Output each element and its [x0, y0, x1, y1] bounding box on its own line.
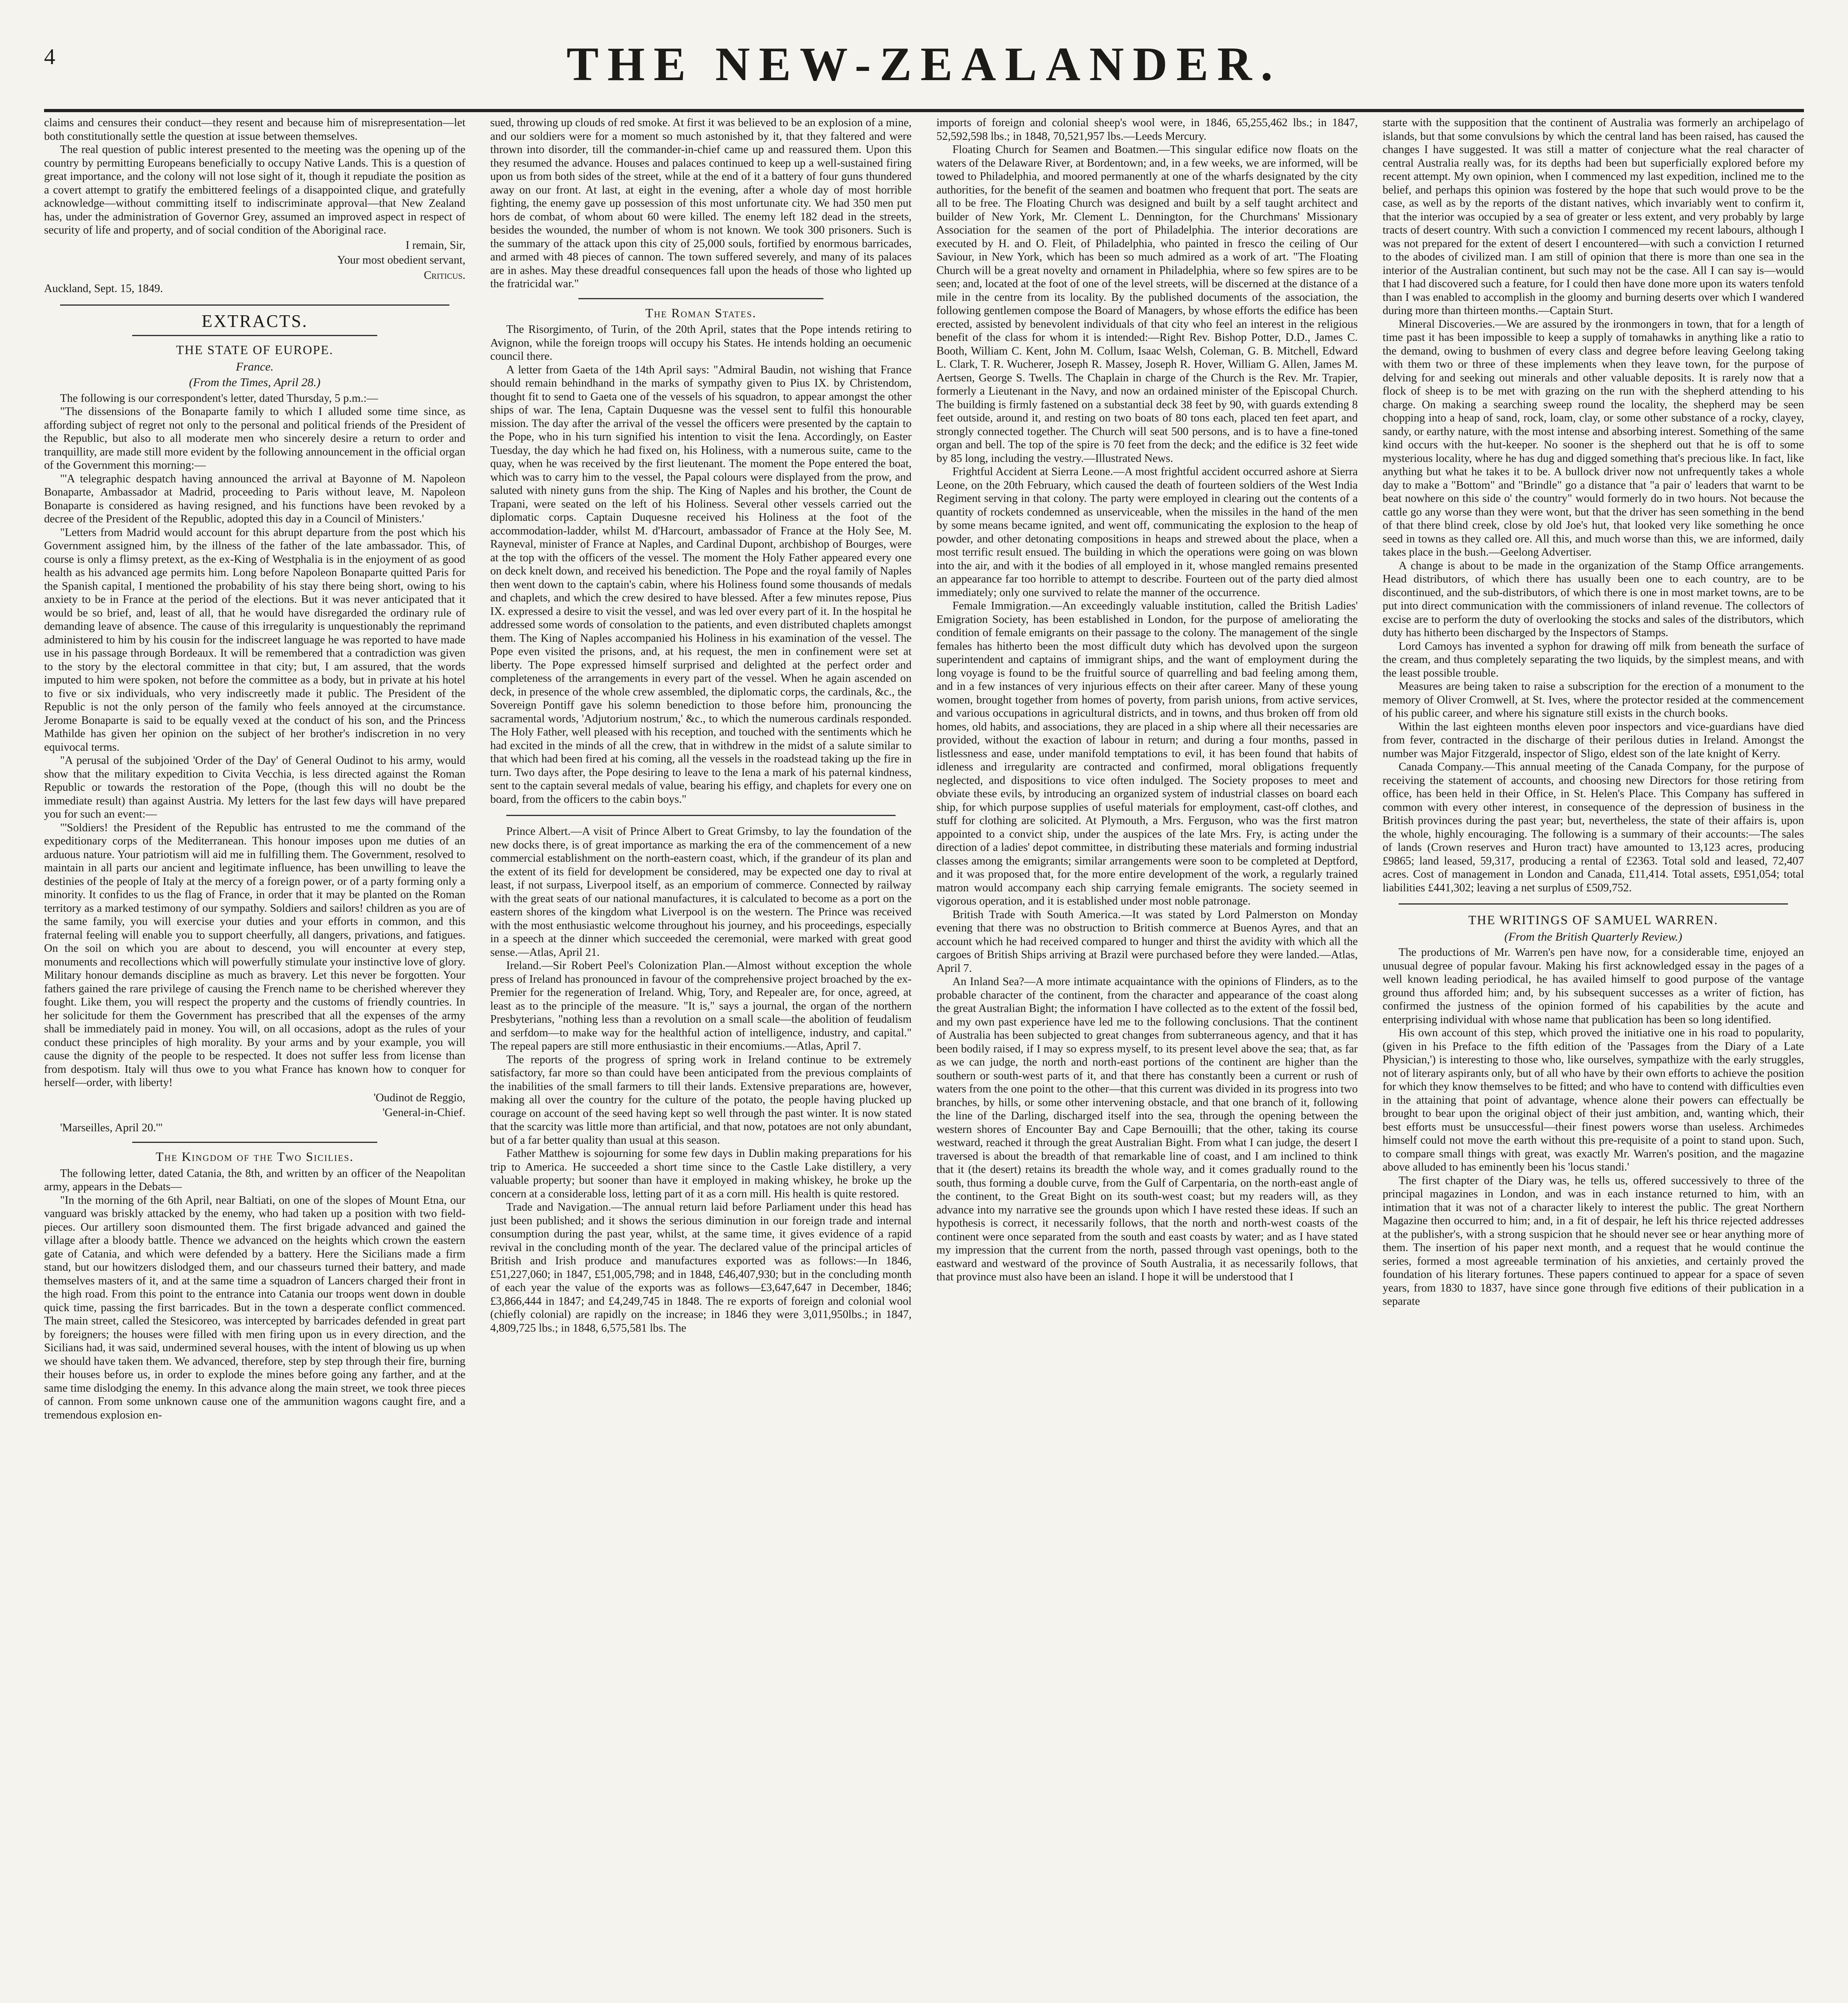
- column-4: [1383, 116, 1804, 2003]
- paragraph: The reports of the progress of spring work in Ireland continue to be extremely satisfactory, far more so than could have been anticipated from the previous complaints of the inabilities of the small farmers to till their lands. Extensive preparations are, however, making all over the country for the culture of the potato, the people having plucked up courage on account of the seed having kept so well through the past winter. It is now stated that the scarcity was little more than artificial, and that now, potatoes are not only abundant, but of a far better quality than usual at this season.: [490, 1053, 912, 1147]
- paragraph: The following letter, dated Catania, the 8th, and written by an officer of the Neapolitan army, appears in the Debats—: [44, 1167, 465, 1193]
- paragraph: Father Matthew is sojourning for some few days in Dublin making preparations for his trip to America. He succeeded a short time since to the Castle Lake distillery, a very valuable property; but sooner than have it employed in making whiskey, he broke up the concern at a considerable loss, letting part of it as a corn mill. His health is quite restored.: [490, 1147, 912, 1200]
- paragraph: Measures are being taken to raise a subscription for the erection of a monument to the memory of Oliver Cromwell, at St. Ives, where the protector resided at the commencement of his public career, and where his signature still exists in the church books.: [1383, 680, 1804, 719]
- paragraph: Within the last eighteen months eleven poor inspectors and vice-guardians have died from fever, contracted in the discharge of their perilous duties in Ireland. Amongst the number was Major Fitzgerald, inspector of Sligo, eldest son of the late knight of Kerry.: [1383, 720, 1804, 760]
- section-heading: EXTRACTS.: [201, 311, 308, 331]
- masthead: [44, 32, 1804, 112]
- paragraph: The productions of Mr. Warren's pen have now, for a considerable time, enjoyed an unusual degree of popular favour. Making his first acknowledged essay in the pages of a well known leading periodical, he has availed himself to good purpose of the vantage ground thus afforded him; and, by his subsequent successes as a writer of fiction, has confirmed the justness of the opinion formed of his capabilities by the acute and enterprising individual with whose name that publication has been so long identified.: [1383, 946, 1804, 1026]
- column-2: [490, 116, 912, 2003]
- divider: [578, 298, 823, 299]
- paragraph: The real question of public interest presented to the meeting was the opening up of the country by permitting Europeans beneficially to occupy Native Lands. This is a question of great importance, and the colony will not lose sight of it, though it repudiate the position as a covert attempt to gratify the embittered feelings of a disappointed clique, and gratefully acknowledge—without committing itself to indiscriminate approval—that New Zealand has, under the administration of Governor Grey, assumed an improved aspect in respect of security of life and property, and of social condition of the Aboriginal race.: [44, 143, 465, 236]
- article-heading: THE WRITINGS OF SAMUEL WARREN.: [1468, 913, 1718, 927]
- paragraph: sued, throwing up clouds of red smoke. At first it was believed to be an explosion of a mine, and our soldiers were for a moment so much astonished by it, that they faltered and were thrown into disorder, till the commander-in-chief came up and reassured them. Upon this they resumed the advance. Houses and palaces continued to keep up a well-sustained firing upon us from both sides of the street, while at the end of it a battery of four guns thundered away on our front. At last, at eight in the evening, after a whole day of most horrible fighting, the enemy gave up possession of this most unfortunate city. We had 350 men put hors de combat, of whom about 60 were killed. The enemy left 182 dead in the streets, besides the wounded, the number of whom is not known. We took 300 prisoners. Such is the summary of the attack upon this city of 25,000 souls, fortified by enormous barricades, and armed with 48 pieces of cannon. The town suffered severely, and many of its palaces are in ashes. May these dreadful consequences fall upon the heads of those who lighted up the fratricidal war.": [490, 117, 912, 290]
- paragraph: Frightful Accident at Sierra Leone.—A most frightful accident occurred ashore at Sierra Leone, on the 20th February, which caused the death of fourteen soldiers of the West India Regiment serving in that colony. The party were employed in clearing out the contents of a quantity of rockets condemned as unserviceable, when the missiles in the hand of the men by some means became ignited, and went off, communicating the explosion to the heap of powder, and other detonating compositions in heaps and strewed about the place, when a most terrific result ensued. The building in which the operations were going on was blown into the air, and with it the bodies of all employed in it, whose mangled remains presented an appearance far too horrible to attempt to describe. Fourteen out of the party died almost immediately; only one survived to relate the manner of the occurrence.: [936, 465, 1358, 599]
- article-heading: The Roman States.: [645, 305, 757, 320]
- paragraph: An Inland Sea?—A more intimate acquaintance with the opinions of Flinders, as to the probable character of the continent, from the character and appearance of the coast along the great Australian Bight; the information I have collected as to the extent of the fossil bed, and my own past experience have led me to the following conclusions. That the continent of Australia has been subjected to great changes from subterraneous agency, and that it has been bodily raised, if I may so express myself, to its present level above the sea; that, as far as we can judge, the north and north-east portions of the continent are higher than the southern or south-west parts of it, and that there has constantly been a current or rush of waters from the one point to the other—that this current was divided in its progress into two branches, by hills, or some other intervening obstacle, and that one branch of it, following the line of the Darling, discharged itself into the sea, through the opening between the western shores of Encounter Bay and Cape Bernouilli; that the other, taking its course westward, reached it through the great Australian Bight. From what I can judge, the desert I traversed is about the breadth of that remarkable line of coast, and I am inclined to think that it (the desert) retains its breadth the whole way, and it comes gradually round to the south, thus forming a double curve, from the Gulf of Carpentaria, on the north-east angle of the continent, to the Great Bight on its south-west coast; but my readers will, as they advance into my narrative see the grounds upon which I have rested these ideas. If such an hypothesis is correct, it necessarily follows, that the north and north-west coasts of the continent were once separated from the south and east coasts by water; and as I have stated my impression that the current from the north, passed through vast openings, both to the eastward and westward of the province of South Australia, it as necessarily follows, that that province must also have been an island. I hope it will be understood that I: [936, 975, 1358, 1283]
- columns: [44, 116, 1804, 2003]
- paragraph: "Letters from Madrid would account for this abrupt departure from the post which his Government assigned him, by the illness of the father of the late ambassador. This, of course is only a flimsy pretext, as the ex-King of Westphalia is in the enjoyment of as good health as his advanced age permits him. Long before Napoleon Bonaparte quitted Paris for the Spanish capital, I mentioned the probability of his stay there being short, owing to his anxiety to be in France at the period of the elections. But it was never anticipated that it would be so brief, and, least of all, that he would have disregarded the ordinary rule of demanding leave of absence. The cause of this irregularity is unquestionably the reprimand administered to him by his cousin for the indiscreet language he was reported to have made use in his passage through Bordeaux. It will be remembered that a contradiction was given to the story by the electoral committee in that city; but, I am assured, that the words imputed to him were spoken, not before the committee as a body, but in private at his hotel to five or six individuals, who very indiscreetly made it public. The President of the Republic is not the only person of the family who feels annoyed at the circumstance. Jerome Bonaparte is said to be equally vexed at the conduct of his son, and the Princess Mathilde has given her opinion on the subject of her brother's indiscretion in no very equivocal terms.: [44, 526, 465, 754]
- paragraph: The following is our correspondent's letter, dated Thursday, 5 p.m.:—: [60, 392, 378, 405]
- paragraph: The Risorgimento, of Turin, of the 20th April, states that the Pope intends retiring to Avignon, while the foreign troops will occupy his States. He intends holding an oecumenic council there.: [490, 323, 912, 363]
- paragraph: "The dissensions of the Bonaparte family to which I alluded some time since, as affording subject of regret not only to the personal and political friends of the President of the Republic, but also to all moderate men who sincerely desire a return to order and tranquillity, are made still more evident by the following announcement in the official organ of the Government this morning:—: [44, 405, 465, 472]
- divider: [60, 304, 449, 306]
- divider: [1399, 903, 1788, 905]
- newspaper-title: THE NEW-ZEALANDER.: [566, 37, 1282, 91]
- paragraph: Lord Camoys has invented a syphon for drawing off milk from beneath the surface of the cream, and thus completely separating the two liquids, by the simplest means, and with the least possible trouble.: [1383, 640, 1804, 679]
- divider: [506, 815, 896, 816]
- letter-closing: Your most obedient servant,: [337, 254, 465, 266]
- order-signer-title: 'General-in-Chief.: [382, 1106, 465, 1119]
- divider: [132, 335, 377, 336]
- letter-signer: Criticus.: [424, 269, 465, 282]
- order-signer: 'Oudinot de Reggio,: [373, 1091, 465, 1104]
- paragraph: Ireland.—Sir Robert Peel's Colonization Plan.—Almost without exception the whole press of Ireland has pronounced in favour of the comprehensive project broached by the ex-Premier for the regeneration of Ireland. Whig, Tory, and Repealer are, for once, agreed, at least as to the principle of the measure. "It is," says a journal, the organ of the northern Presbyterians, "nothing less than a revolution on a small scale—the abolition of feudalism and serfdom—to make way for the healthful action of intelligence, industry, and capital." The repeal papers are still more enthusiastic in their encomiums.—Atlas, April 7.: [490, 959, 912, 1052]
- paragraph: Female Immigration.—An exceedingly valuable institution, called the British Ladies' Emigration Society, has been established in London, for the purpose of ameliorating the condition of female emigrants on their passage to the colony. The management of the single females has hitherto been the most difficult duty which has devolved upon the surgeon superintendent and captains of immigrant ships, and the want of employment during the long voyage is found to be the fruitful source of quarrelling and bad feeling among them, and in a few instances of very injurious effects on their after career. Many of these young women, brought together from homes of poverty, from parish unions, from active services, and various occupations in agricultural districts, and in towns, and thus broken off from old homes, old habits, and associations, they are placed in a ship where all their necessaries are provided, without the exaction of labour in return; and during a four months, passed in listlessness and ease, under manifold temptations to evil, it has been found that habits of idleness and irregularity are contracted and confirmed, moral obligations frequently neglected, and dispositions to vice often indulged. The Society proposes to meet and obviate these evils, by introducing an organized system of industrial classes on board each ship, for which purpose supplies of useful materials for employment, cast-off clothes, and stuff for clothing are solicited. At Plymouth, a Mrs. Ferguson, who was the first matron appointed to a convict ship, under the auspices of the late Mrs. Fry, is acting under the direction of a ladies' depot committee, in distributing these materials and forming industrial classes among the emigrants; similar arrangements were soon to be completed at Deptford, and it was proposed that, for the more entire development of the work, a regularly trained matron would accompany each ship carrying female emigrants. The society seemed in vigorous operation, and it is established under most noble patronage.: [936, 600, 1358, 907]
- divider: [132, 1142, 377, 1143]
- column-1: [44, 116, 465, 2003]
- paragraph: Mineral Discoveries.—We are assured by the ironmongers in town, that for a length of time past it has been impossible to keep a supply of tomahawks in anything like a ratio to the demand, owing to bushmen of every class and degree before leaving Geelong taking with them two or three of these implements when they leave town, for the purpose of delving for and seeking out minerals and other valuable deposits. It is rarely now that a flock of sheep is to be met with grazing on the run with the shepherd attending to his charge. On making a searching sweep round the locality, the shepherd may be seen chopping into a heap of sand, rock, loam, clay, or some other substance of a rocky, clayey, sandy, or earthy nature, with the most intense and absorbing interest. Something of the same kind occurs with the hut-keeper. No sooner is the shepherd out that he is off to some mysterious locality, where he has dug and digged something that's precious like. In fact, like anything but what he takes it to be. A bullock driver now not unfrequently takes a whole day to make a "Bottom" and "Brindle" go a distance that "a pair o' leaders that warnt to be beat nowhere on this side o' the country" would formerly do in two hours. Not because the cattle go any worse than they were wont, but that the driver has seen something in the bend of that there blind creek, close by old Joe's hut, that looked very like something he once seed in towns as they called ore. All this, and much worse than this, we are informed, daily takes place in the bush.—Geelong Advertiser.: [1383, 318, 1804, 558]
- paragraph: A letter from Gaeta of the 14th April says: "Admiral Baudin, not wishing that France should remain behindhand in the marks of sympathy given to Pius IX. by Christendom, thought fit to send to Gaeta one of the vessels of his squadron, to appear amongst the other ships of war. The Iena, Captain Duquesne was the vessel sent to fulfil this honourable mission. The day after the arrival of the vessel the officers were presented by the captain to the Pope, who in his turn signified his intention to visit the Iena. Accordingly, on Easter Tuesday, the day which he had fixed on, his Holiness, with a numerous suite, came to the quay, when he was received by the first lieutenant. The moment the Pope entered the boat, which was to carry him to the vessel, the Papal colours were displayed from the prow, and saluted with ninety guns from the ship. The King of Naples and his brother, the Count de Trapani, were seated on the left of his Holiness. Several other vessels carried out the diplomatic corps. Captain Duquesne received his Holiness at the foot of the accommodation-ladder, whilst M. d'Harcourt, ambassador of France at the Holy See, M. Rayneval, minister of France at Naples, and Cardinal Dupont, archbishop of Bourges, were at the top with the officers of the vessel. The moment the Holy Father appeared every one on deck knelt down, and received his benediction. The Pope and the royal family of Naples then went down to the captain's cabin, where his Holiness found some thousands of medals and chaplets, and which the crew desired to have blessed. After a few minutes repose, Pius IX. expressed a desire to visit the vessel, and was led over every part of it. In the hospital he addressed some words of consolation to the patients, and even distributed chaplets amongst them. The King of Naples accompanied his Holiness in his examination of the vessel. The Pope even visited the prisons, and, at his request, the men in confinement were set at liberty. The Pope expressed himself surprised and delighted at the perfect order and completeness of the arrangements in every part of the vessel. When he again ascended on deck, in presence of the whole crew assembled, the diplomatic corps, the cardinals, &c., the Sovereign Pontiff gave his solemn benediction to those before him, pronouncing the sacramental words, 'Adjutorium nostrum,' &c., to which the numerous cardinals responded. The Holy Father, well pleased with his reception, and touched with the sentiments which he had excited in the minds of all the crew, that in withdrew in the midst of a salute similar to that which had been fired at his coming, all the vessels in the roadstead taking up the fire in turn. Two days after, the Pope desiring to leave to the Iena a mark of his paternal kindness, sent to the captain several medals of value, bearing his effigy, and chaplets for every one on board, from the officers to the cabin boys.": [490, 363, 912, 806]
- page-number: 4: [44, 44, 55, 69]
- paragraph: starte with the supposition that the continent of Australia was formerly an archipelago of islands, but that some convulsions by which the central land has been raised, has caused the changes I have suggested. It was still a matter of conjecture what the real character of central Australia really was, for its depths had been but superficially explored before my recent attempt. My own opinion, when I commenced my last expedition, inclined me to the belief, and perhaps this opinion was fostered by the hope that such would prove to be the case, as well as by the reports of the distant natives, which invariably went to confirm it, that the interior was occupied by a sea of greater or less extent, and very probably by large tracts of desert country. With such a conviction I commenced my recent labours, although I was not prepared for the extent of desert I encountered—with such a conviction I returned to the abodes of civilized man. I am still of opinion that there is more than one sea in the interior of the Australian continent, but such may not be the case. All I can say is—would that I had discovered such a feature, for I could then have done more upon its waters tenfold than I was enabled to accomplish in the gloomy and burning deserts over which I wandered during more than thirteen months.—Captain Sturt.: [1383, 117, 1804, 317]
- paragraph: A change is about to be made in the organization of the Stamp Office arrangements. Head distributors, of which there has usually been one to each country, are to be discontinued, and the sub-distributors, of which there is one in most market towns, are to be put into direct communication with the commissioners of inland revenue. The collectors of excise are to perform the duty of overlooking the stocks and sales of the distributors, which duty has hitherto been discharged by the Inspectors of Stamps.: [1383, 559, 1804, 639]
- paragraph: His own account of this step, which proved the initiative one in his road to popularity, (given in his Preface to the fifth edition of the 'Passages from the Diary of a Late Physician,') is interesting to those who, like ourselves, sympathize with the early struggles, not of literary aspirants only, but of all who have by their own efforts to achieve the position for which they know themselves to be fitted; and who have to contend with difficulties even in the attaining that point of advantage, whence alone their powers can effectually be brought to bear upon the original object of their just ambition, and, wanting which, their best efforts must be unsuccessful—their finest powers worse than useless. Archimedes himself could not move the earth without this pre-requisite of a point to stand upon. Such, to compare small things with great, was exactly Mr. Warren's position, and the magazine above alluded to has eminently been his 'locus standi.': [1383, 1027, 1804, 1173]
- paragraph: Prince Albert.—A visit of Prince Albert to Great Grimsby, to lay the foundation of the new docks there, is of great importance as marking the era of the commencement of a new commercial establishment on the north-eastern coast, which, if the grandeur of its plan and the extent of its field for development be considered, may be expected one day to rival at least, if not surpass, Liverpool itself, as an emporium of commerce. Connected by railway with the great seats of our national manufactures, it is calculated to become as a port on the eastern shores of the kingdom what Liverpool is on the western. The Prince was received with the most enthusiastic welcome throughout his journey, and his proceedings, especially in a speech at the dinner which succeeded the ceremonial, were marked with great good sense.—Atlas, April 21.: [490, 825, 912, 959]
- article-source: (From the British Quarterly Review.): [1504, 930, 1683, 943]
- column-3: [936, 116, 1358, 2003]
- order-place-date: 'Marseilles, April 20.'": [60, 1121, 163, 1134]
- sub-heading: France.: [236, 360, 274, 373]
- article-source: (From the Times, April 28.): [189, 376, 321, 389]
- paragraph: Trade and Navigation.—The annual return laid before Parliament under this head has just been published; and it shows the serious diminution in our foreign trade and internal consumption during the past year, whilst, at the same time, it gives evidence of a rapid revival in the concluding month of the year. The declared value of the principal articles of British and Irish produce and manufactures exported was as follows:—In 1846, £51,227,060; in 1847, £51,005,798; and in 1848, £46,407,930; but in the concluding month of each year the value of the exports was as follows—£3,647,647 in December, 1846; £3,866,444 in 1847; and £4,249,745 in 1848. The re exports of foreign and colonial wool (chiefly colonial) are rapidly on the increase; in 1846 they were 3,011,950lbs.; in 1847, 4,809,725 lbs.; in 1848, 6,575,581 lbs. The: [490, 1201, 912, 1334]
- paragraph: Canada Company.—This annual meeting of the Canada Company, for the purpose of receiving the statement of accounts, and choosing new Directors for those retiring from office, has been held in their Office, in St. Helen's Place. This Company has suffered in common with every other interest, in consequence of the depression of business in the British provinces during the past year; but, nevertheless, the state of their affairs is, upon the whole, highly encouraging. The following is a summary of their accounts:—The sales of lands (Crown reserves and Huron tract) have amounted to 13,123 acres, producing £9865; land leased, 59,317, producing a rental of £2363. Total sold and leased, 72,407 acres. Cost of management in London and Canada, £11,414. Total assets, £951,054; total liabilities £441,302; leaving a net surplus of £509,752.: [1383, 761, 1804, 894]
- paragraph: claims and censures their conduct—they resent and because him of misrepresentation—let both constitutionally settle the question at issue between themselves.: [44, 117, 465, 143]
- paragraph: imports of foreign and colonial sheep's wool were, in 1846, 65,255,462 lbs.; in 1847, 52,592,598 lbs.; in 1848, 70,521,957 lbs.—Leeds Mercury.: [936, 117, 1358, 143]
- article-heading: The Kingdom of the Two Sicilies.: [155, 1149, 354, 1164]
- paragraph: Floating Church for Seamen and Boatmen.—This singular edifice now floats on the waters of the Delaware River, at Bordentown; and, in a few weeks, we are informed, will be towed to Philadelphia, and moored permanently at one of the wharfs designated by the city authorities, for the benefit of the seamen and boatmen who frequent that port. The seats are all to be free. The Floating Church was designed and built by a self taught architect and builder of New York, Mr. Clement L. Dennington, for the Churchmans' Missionary Association for the seamen of the port of Philadelphia. The interior decorations are executed by H. and O. Fleit, of Philadelphia, who painted in fresco the ceiling of Our Saviour, in New York, which has been so much admired as a work of art. "The Floating Church will be a great novelty and ornament in Philadelphia, where so few spires are to be seen; and, located at the foot of one of the level streets, will be discerned at the distance of a mile in the centre from its locality. By the published documents of the association, the following gentlemen compose the Board of Managers, by whose efforts the edifice has been erected, assisted by benevolent individuals of that city who feel an interest in the religious benefit of the class for whom it is intended:—Right Rev. Bishop Potter, D.D., James C. Booth, William C. Kent, John M. Collum, Isaac Welsh, Coleman, G. B. Mitchell, Edward L. Clark, T. R. Wucherer, Joseph R. Massey, Joseph R. Hover, William G. Allen, James M. Aertsen, George S. Twells. The Chaplain in charge of the Church is the Rev. Mr. Trapier, formerly a Lieutenant in the Navy, and now an ordained minister of the Episcopal Church. The building is firmly fastened on a substantial deck 38 feet by 90, with guards extending 8 feet outside, around it, and resting on two boats of 80 tons each, placed ten feet apart, and strongly connected together. The Church will seat 500 persons, and is to have a fine-toned organ and bell. The top of the spire is 70 feet from the deck; and the edifice is 32 feet wide by 85 long, including the vestry.—Illustrated News.: [936, 143, 1358, 465]
- article-heading: THE STATE OF EUROPE.: [176, 343, 334, 357]
- paragraph: "'A telegraphic despatch having announced the arrival at Bayonne of M. Napoleon Bonaparte, Ambassador at Madrid, proceeding to Paris without leave, M. Napoleon Bonaparte is considered as having resigned, and his functions have been revoked by a decree of the President of the Republic, adopted this day in a Council of Ministers.': [44, 472, 465, 525]
- paragraph: The first chapter of the Diary was, he tells us, offered successively to three of the principal magazines in London, and was in each instance returned to him, with an intimation that it was not of a character likely to interest the public. The great Northern Magazine then occurred to him; and, in a fit of despair, he left his thrice rejected addresses at the publisher's, with a strong suspicion that he should never see or hear anything more of them. The insertion of his paper next month, and a request that he would continue the series, formed a most agreeable termination of his anxieties, and certainly proved the foundation of his literary fortunes. These papers continued to appear for a space of seven years, from 1830 to 1837, have since gone through five editions of their publication in a separate: [1383, 1174, 1804, 1308]
- paragraph: "'Soldiers! the President of the Republic has entrusted to me the command of the expeditionary corps of the Mediterranean. This honour imposes upon me duties of an arduous nature. Your patriotism will aid me in fulfilling them. The Government, resolved to maintain in all parts our ancient and legitimate influence, has been unwilling to leave the destinies of the people of Italy at the mercy of a foreign power, or of a party forming only a minority. It confides to us the flag of France, in order that it may be planted on the Roman territory as a marked testimony of our sympathy. Soldiers and sailors! children as you are of the same family, you will exercise your duties and your efforts in common, and this fraternal feeling will enable you to support cheerfully, all dangers, privations, and fatigues. On the soil on which you are about to descend, you will encounter at every step, monuments and recollections which will powerfully stimulate your instinctive love of glory. Military honour demands discipline as much as bravery. Let this never be forgotten. Your fathers gained the rare privilege of causing the French name to be cherished wherever they fought. Like them, you will respect the property and the customs of friendly countries. In her solicitude for them the Government has prescribed that all the expenses of the army shall be immediately paid in money. You will, on all occasions, adopt as the rules of your conduct these principles of high morality. By your arms and by your example, you will cause the dignity of the people to be respected. It does not suffer less from license than from despotism. Italy will thus owe to you what France has known how to conquer for herself—order, with liberty!: [44, 821, 465, 1089]
- letter-closing: I remain, Sir,: [405, 239, 465, 252]
- paragraph: "A perusal of the subjoined 'Order of the Day' of General Oudinot to his army, would show that the military expedition to Civita Vecchia, is less directed against the Roman Republic or towards the restoration of the Pope, (though this will no doubt be the immediate result) than against Austria. My letters for the last few days will have prepared you for such an event:—: [44, 754, 465, 820]
- letter-place-date: Auckland, Sept. 15, 1849.: [44, 282, 163, 295]
- paragraph: "In the morning of the 6th April, near Baltiati, on one of the slopes of Mount Etna, our vanguard was briskly attacked by the enemy, who had taken up a position with two field-pieces. Our artillery soon dismounted them. The first brigade advanced and gained the village after a bloody battle. Thence we advanced on the heights which crown the eastern gate of Catania, and which were defended by a battery. Here the Sicilians made a firm stand, but our howitzers dislodged them, and our chasseurs turned their battery, and made themselves masters of it, and at the same time a squadron of Lancers charged their front in the high road. From this point to the entrance into Catania our troops went down in double quick time, passing the first barricades. But in the town a desperate conflict commenced. The main street, called the Stesicoreo, was intercepted by barricades defended in great part by foreigners; the houses were filled with men firing upon us in every direction, and the Sicilians had, it was said, undermined several houses, with the intent of blowing us up when we should have taken them. We advanced, therefore, step by step through their fire, burning their houses before us, in order to explode the mines before going any farther, and at the same time dislodging the enemy. In this advance along the main street, we took three pieces of cannon. From some unknown cause one of the ammunition wagons caught fire, and a tremendous explosion en-: [44, 1194, 465, 1421]
- paragraph: British Trade with South America.—It was stated by Lord Palmerston on Monday evening that there was no obstruction to British commerce at Buenos Ayres, and that an account which he had received compared to hunger and thirst the avidity with which all the cargoes of British Ships arriving at Brazil were purchased before they were landed.—Atlas, April 7.: [936, 908, 1358, 975]
